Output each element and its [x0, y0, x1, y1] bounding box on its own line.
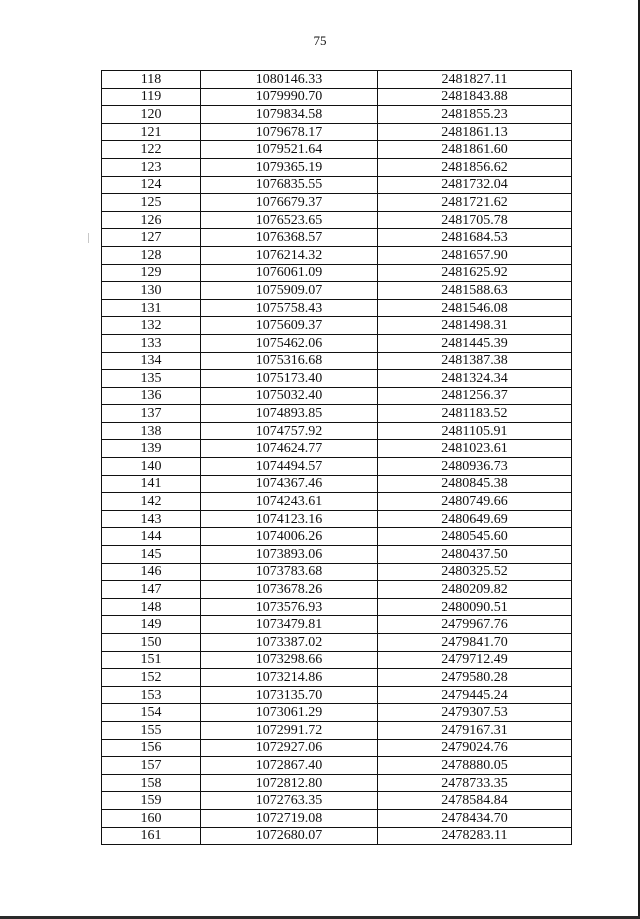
- y-coordinate-cell: 2481843.88: [378, 88, 572, 106]
- point-number-cell: 145: [102, 546, 201, 564]
- y-coordinate-cell: 2479445.24: [378, 686, 572, 704]
- y-coordinate-cell: 2478434.70: [378, 809, 572, 827]
- table-row: [102, 405, 572, 423]
- y-coordinate-cell: 2479307.53: [378, 704, 572, 722]
- coordinate-table: [101, 70, 572, 845]
- table-row: [102, 458, 572, 476]
- table-row: [102, 194, 572, 212]
- y-coordinate-cell: 2481856.62: [378, 158, 572, 176]
- y-coordinate-cell: 2480649.69: [378, 510, 572, 528]
- point-number-cell: 122: [102, 141, 201, 159]
- x-coordinate-cell: 1074006.26: [201, 528, 378, 546]
- x-coordinate-cell: 1079834.58: [201, 106, 378, 124]
- point-number-cell: 131: [102, 299, 201, 317]
- x-coordinate-cell: 1079521.64: [201, 141, 378, 159]
- x-coordinate-cell: 1072991.72: [201, 721, 378, 739]
- point-number-cell: 156: [102, 739, 201, 757]
- margin-mark: [88, 233, 89, 243]
- y-coordinate-cell: 2479167.31: [378, 721, 572, 739]
- table-row: [102, 264, 572, 282]
- table-row: [102, 774, 572, 792]
- point-number-cell: 135: [102, 370, 201, 388]
- point-number-cell: 132: [102, 317, 201, 335]
- point-number-cell: 154: [102, 704, 201, 722]
- table-row: [102, 158, 572, 176]
- x-coordinate-cell: 1074893.85: [201, 405, 378, 423]
- x-coordinate-cell: 1073061.29: [201, 704, 378, 722]
- y-coordinate-cell: 2481855.23: [378, 106, 572, 124]
- y-coordinate-cell: 2480749.66: [378, 493, 572, 511]
- table-row: [102, 757, 572, 775]
- point-number-cell: 161: [102, 827, 201, 845]
- point-number-cell: 118: [102, 71, 201, 89]
- point-number-cell: 129: [102, 264, 201, 282]
- x-coordinate-cell: 1073678.26: [201, 581, 378, 599]
- table-row: [102, 634, 572, 652]
- x-coordinate-cell: 1074123.16: [201, 510, 378, 528]
- point-number-cell: 120: [102, 106, 201, 124]
- x-coordinate-cell: 1073576.93: [201, 598, 378, 616]
- point-number-cell: 155: [102, 721, 201, 739]
- table-row: [102, 71, 572, 89]
- x-coordinate-cell: 1076061.09: [201, 264, 378, 282]
- point-number-cell: 147: [102, 581, 201, 599]
- y-coordinate-cell: 2479841.70: [378, 634, 572, 652]
- y-coordinate-cell: 2480936.73: [378, 458, 572, 476]
- y-coordinate-cell: 2479024.76: [378, 739, 572, 757]
- table-row: [102, 299, 572, 317]
- x-coordinate-cell: 1076214.32: [201, 246, 378, 264]
- point-number-cell: 141: [102, 475, 201, 493]
- table-row: [102, 352, 572, 370]
- y-coordinate-cell: 2481105.91: [378, 422, 572, 440]
- point-number-cell: 150: [102, 634, 201, 652]
- point-number-cell: 144: [102, 528, 201, 546]
- x-coordinate-cell: 1072719.08: [201, 809, 378, 827]
- y-coordinate-cell: 2481705.78: [378, 211, 572, 229]
- table-row: [102, 387, 572, 405]
- y-coordinate-cell: 2480090.51: [378, 598, 572, 616]
- x-coordinate-cell: 1072927.06: [201, 739, 378, 757]
- y-coordinate-cell: 2479967.76: [378, 616, 572, 634]
- table-row: [102, 370, 572, 388]
- y-coordinate-cell: 2478283.11: [378, 827, 572, 845]
- table-row: [102, 721, 572, 739]
- table-row: [102, 141, 572, 159]
- x-coordinate-cell: 1076679.37: [201, 194, 378, 212]
- point-number-cell: 143: [102, 510, 201, 528]
- y-coordinate-cell: 2478584.84: [378, 792, 572, 810]
- point-number-cell: 139: [102, 440, 201, 458]
- x-coordinate-cell: 1074367.46: [201, 475, 378, 493]
- x-coordinate-cell: 1075173.40: [201, 370, 378, 388]
- point-number-cell: 151: [102, 651, 201, 669]
- x-coordinate-cell: 1073387.02: [201, 634, 378, 652]
- x-coordinate-cell: 1075909.07: [201, 282, 378, 300]
- y-coordinate-cell: 2479580.28: [378, 669, 572, 687]
- table-row: [102, 598, 572, 616]
- table-row: [102, 317, 572, 335]
- point-number-cell: 153: [102, 686, 201, 704]
- table-row: [102, 651, 572, 669]
- point-number-cell: 159: [102, 792, 201, 810]
- point-number-cell: 134: [102, 352, 201, 370]
- coordinate-table-body: [102, 71, 572, 845]
- point-number-cell: 124: [102, 176, 201, 194]
- table-row: [102, 211, 572, 229]
- table-row: [102, 827, 572, 845]
- y-coordinate-cell: 2481387.38: [378, 352, 572, 370]
- point-number-cell: 130: [102, 282, 201, 300]
- y-coordinate-cell: 2481657.90: [378, 246, 572, 264]
- y-coordinate-cell: 2479712.49: [378, 651, 572, 669]
- y-coordinate-cell: 2481861.60: [378, 141, 572, 159]
- y-coordinate-cell: 2480545.60: [378, 528, 572, 546]
- x-coordinate-cell: 1073214.86: [201, 669, 378, 687]
- x-coordinate-cell: 1075609.37: [201, 317, 378, 335]
- table-row: [102, 88, 572, 106]
- point-number-cell: 158: [102, 774, 201, 792]
- y-coordinate-cell: 2478880.05: [378, 757, 572, 775]
- table-row: [102, 493, 572, 511]
- table-row: [102, 809, 572, 827]
- x-coordinate-cell: 1075462.06: [201, 334, 378, 352]
- y-coordinate-cell: 2480209.82: [378, 581, 572, 599]
- x-coordinate-cell: 1076368.57: [201, 229, 378, 247]
- table-row: [102, 686, 572, 704]
- table-row: [102, 510, 572, 528]
- x-coordinate-cell: 1074624.77: [201, 440, 378, 458]
- table-row: [102, 616, 572, 634]
- x-coordinate-cell: 1075032.40: [201, 387, 378, 405]
- x-coordinate-cell: 1073298.66: [201, 651, 378, 669]
- y-coordinate-cell: 2481827.11: [378, 71, 572, 89]
- x-coordinate-cell: 1072812.80: [201, 774, 378, 792]
- x-coordinate-cell: 1074243.61: [201, 493, 378, 511]
- table-row: [102, 106, 572, 124]
- point-number-cell: 126: [102, 211, 201, 229]
- point-number-cell: 149: [102, 616, 201, 634]
- y-coordinate-cell: 2481861.13: [378, 123, 572, 141]
- point-number-cell: 140: [102, 458, 201, 476]
- x-coordinate-cell: 1073783.68: [201, 563, 378, 581]
- x-coordinate-cell: 1075316.68: [201, 352, 378, 370]
- x-coordinate-cell: 1073135.70: [201, 686, 378, 704]
- point-number-cell: 133: [102, 334, 201, 352]
- y-coordinate-cell: 2481445.39: [378, 334, 572, 352]
- point-number-cell: 160: [102, 809, 201, 827]
- point-number-cell: 125: [102, 194, 201, 212]
- y-coordinate-cell: 2481023.61: [378, 440, 572, 458]
- x-coordinate-cell: 1072680.07: [201, 827, 378, 845]
- x-coordinate-cell: 1072763.35: [201, 792, 378, 810]
- table-row: [102, 528, 572, 546]
- x-coordinate-cell: 1073893.06: [201, 546, 378, 564]
- x-coordinate-cell: 1076835.55: [201, 176, 378, 194]
- point-number-cell: 157: [102, 757, 201, 775]
- y-coordinate-cell: 2481588.63: [378, 282, 572, 300]
- table-row: [102, 669, 572, 687]
- y-coordinate-cell: 2478733.35: [378, 774, 572, 792]
- y-coordinate-cell: 2481732.04: [378, 176, 572, 194]
- table-row: [102, 246, 572, 264]
- point-number-cell: 146: [102, 563, 201, 581]
- point-number-cell: 152: [102, 669, 201, 687]
- point-number-cell: 148: [102, 598, 201, 616]
- point-number-cell: 128: [102, 246, 201, 264]
- table-row: [102, 176, 572, 194]
- y-coordinate-cell: 2481684.53: [378, 229, 572, 247]
- table-row: [102, 123, 572, 141]
- table-row: [102, 563, 572, 581]
- table-row: [102, 581, 572, 599]
- coordinate-table-container: [101, 70, 571, 845]
- x-coordinate-cell: 1074757.92: [201, 422, 378, 440]
- x-coordinate-cell: 1080146.33: [201, 71, 378, 89]
- point-number-cell: 127: [102, 229, 201, 247]
- point-number-cell: 121: [102, 123, 201, 141]
- y-coordinate-cell: 2481625.92: [378, 264, 572, 282]
- page-number: 75: [313, 33, 327, 48]
- x-coordinate-cell: 1079365.19: [201, 158, 378, 176]
- y-coordinate-cell: 2481256.37: [378, 387, 572, 405]
- table-row: [102, 229, 572, 247]
- table-row: [102, 334, 572, 352]
- table-row: [102, 440, 572, 458]
- table-row: [102, 792, 572, 810]
- table-row: [102, 704, 572, 722]
- table-row: [102, 546, 572, 564]
- x-coordinate-cell: 1072867.40: [201, 757, 378, 775]
- table-row: [102, 739, 572, 757]
- x-coordinate-cell: 1075758.43: [201, 299, 378, 317]
- y-coordinate-cell: 2481498.31: [378, 317, 572, 335]
- y-coordinate-cell: 2480845.38: [378, 475, 572, 493]
- y-coordinate-cell: 2481546.08: [378, 299, 572, 317]
- point-number-cell: 119: [102, 88, 201, 106]
- table-row: [102, 422, 572, 440]
- y-coordinate-cell: 2480325.52: [378, 563, 572, 581]
- point-number-cell: 136: [102, 387, 201, 405]
- x-coordinate-cell: 1076523.65: [201, 211, 378, 229]
- point-number-cell: 123: [102, 158, 201, 176]
- x-coordinate-cell: 1079990.70: [201, 88, 378, 106]
- x-coordinate-cell: 1073479.81: [201, 616, 378, 634]
- point-number-cell: 137: [102, 405, 201, 423]
- y-coordinate-cell: 2480437.50: [378, 546, 572, 564]
- point-number-cell: 138: [102, 422, 201, 440]
- x-coordinate-cell: 1074494.57: [201, 458, 378, 476]
- x-coordinate-cell: 1079678.17: [201, 123, 378, 141]
- table-row: [102, 475, 572, 493]
- y-coordinate-cell: 2481721.62: [378, 194, 572, 212]
- y-coordinate-cell: 2481183.52: [378, 405, 572, 423]
- y-coordinate-cell: 2481324.34: [378, 370, 572, 388]
- table-row: [102, 282, 572, 300]
- point-number-cell: 142: [102, 493, 201, 511]
